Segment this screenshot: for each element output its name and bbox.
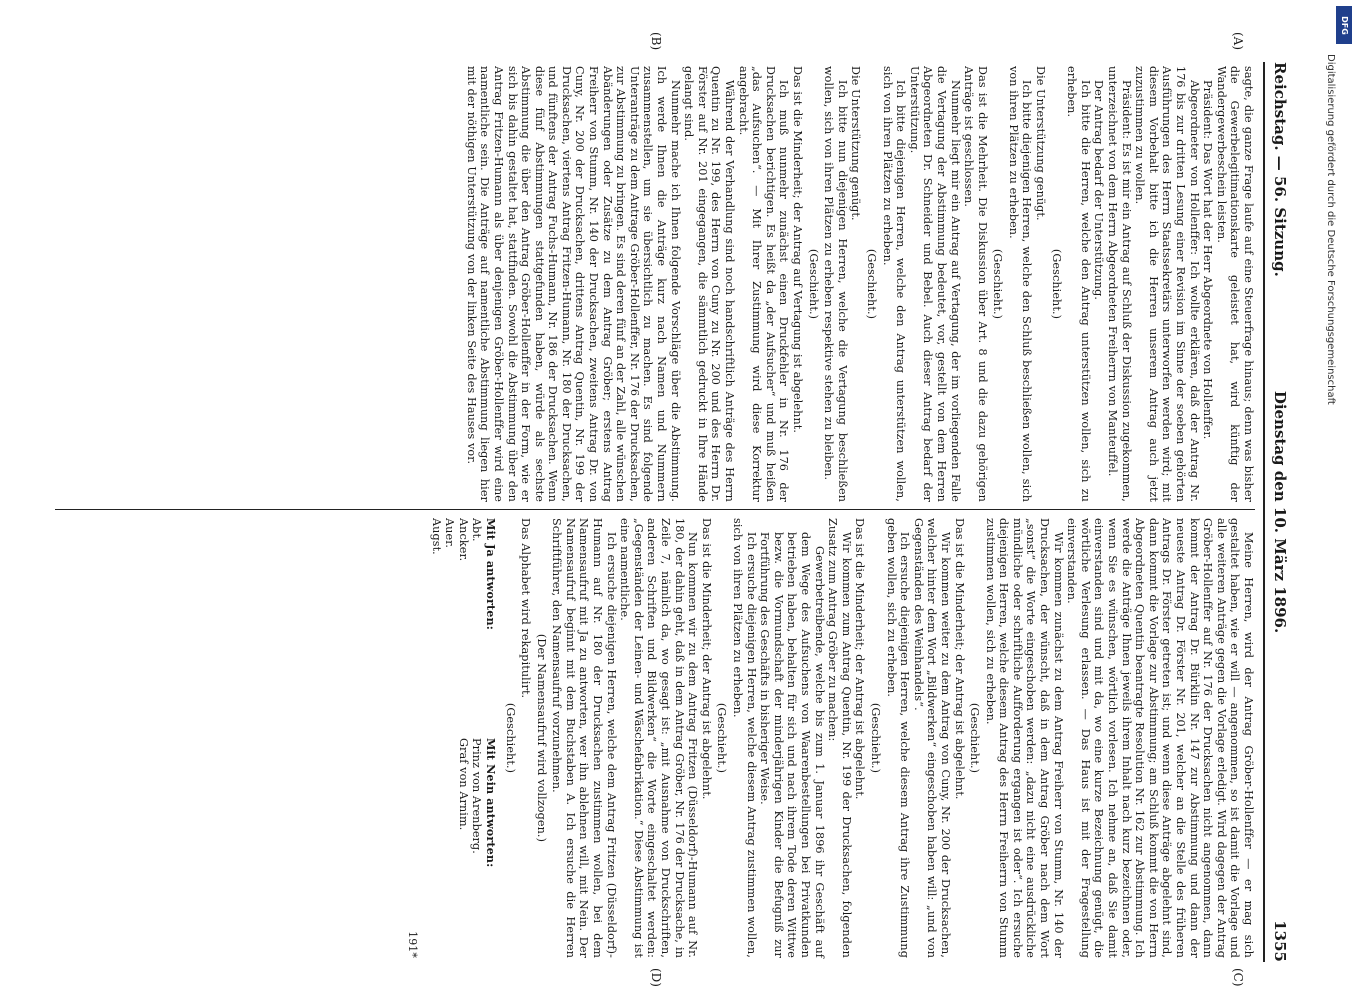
paragraph: Das ist die Minderheit; der Antrag ist abgelehnt. [952,518,966,800]
stage-direction: (Geschieht.) [991,248,1005,320]
page-header [1267,62,1289,962]
nein-list [429,738,497,958]
digitization-note [1325,54,1336,405]
stage-direction: (Geschieht.) [806,248,820,320]
paragraph: Während der Verhandlung sind noch handschriftlich Anträge des Herrn Quentin zu Nr. 199, des Herrn von Cuny zu Nr. 200 und des Herrn Dr. Förster auf Nr. 201 eingegangen, die sämmtlich gedruckt in Ihre Hände gelangt sind. [682,66,737,502]
margin-mark-d: (D) [649,968,663,987]
paragraph: Wir kommen weiter zu dem Antrag von Cuny, Nr. 200 der Drucksachen, welcher hinter dem Wort „Bildwerken“ eingeschoben haben will: „und von Gegenständen des Weinhandels“. [911,518,952,958]
paragraph: Ich bitte diejenigen Herren, welche den Schluß beschließen wollen, sich von ihren Plätzen zu erheben. [1006,66,1034,502]
nein-name: Graf von Arnim. [456,738,470,831]
paragraph: Ich bitte diejenigen Herren, welche den Antrag unterstützen wollen, sich von ihren Plätzen zu erheben. [880,66,908,502]
header-session: Reichstag. — 56. Sitzung. [1271,62,1289,277]
paragraph: Präsident: Das Wort hat der Herr Abgeordnete von Hollenffer. [1201,80,1215,440]
signature-mark: 191* [405,931,419,958]
paragraph: Der Antrag bedarf der Unterstützung. [1092,80,1106,301]
column-divider [55,509,1255,510]
paragraph: Nun kommen wir zu dem Antrag Fritzen (Düsseldorf)-Humann auf Nr. 180, der dahin geht, daß in dem Antrag Gröber, Nr. 176 der Drucksache, in Zeile 7, nämlich da, wo gesagt ist: „mit Ausnahme von Druckschriften, anderen Schriften und Bildwerken“ die Worte eingeschaltet werden: „Gegenständen der Leinen- und Wäschefabrikation.“ Diese Abstimmung ist eine namentliche. [618,518,700,958]
quoted-amendment: Gewerbetreibende, welche bis zum 1. Januar 1896 ihr Geschäft auf dem Wege des Aufsuchens von Waarenbestellungen bei Privatkunden betrieben haben, behalten für sich und nach ihrem Tode deren Wittwe bezw. die Vormundschaft der minderjährigen Kinder die Befugniß zur Fortführung des Geschäfts in bisheriger Weise. [758,532,826,958]
paragraph: Ich ersuche diejenigen Herren, welche diesem Antrag zustimmen wollen, sich von ihren Plätzen zu erheben. [731,518,758,958]
stage-direction: (Geschieht.) [864,248,878,320]
paragraph: Das ist die Minderheit; der Antrag ist abgelehnt. [699,518,713,800]
nein-heading: Mit Nein antworten: [483,738,498,868]
page-number: 1355 [1271,920,1289,962]
stage-direction: (Geschieht.) [968,702,982,774]
paragraph: Wir kommen zum Antrag Quentin, Nr. 199 der Drucksachen, folgenden Zusatz zum Antrag Gröber zu machen: [826,518,853,958]
vote-lists [429,518,497,958]
stage-direction: (Geschieht.) [1049,248,1063,320]
paragraph: Ich bitte die Herren, welche den Antrag unterstützen wollen, sich zu erheben. [1065,66,1092,502]
paragraph: Die Unterstützung genügt. [849,66,863,221]
digitization-text: Digitalisierung gefördert durch die Deutsche Forschungsgemeinschaft [1325,54,1336,405]
paragraph: Nunmehr liegt mir ein Antrag auf Vertagung, der im vorliegenden Falle die Vertagung der Abstimmung bedeutet, vor, gestellt von dem Herren Abgeordneten Dr. Schneider und Bebel. Auch dieser Antrag bedarf der Unterstützung. [907,66,962,502]
paragraph: Präsident: Es ist mir ein Antrag auf Schluß der Diskussion zugekommen, unterzeichnet von dem Herrn Abgeordneten Freiherrn von Manteuffel. [1106,66,1133,502]
dfg-logo-text: DFG [1339,15,1349,35]
header-date: Dienstag den 10. März 1896. [1271,390,1289,634]
margin-mark-a: (A) [1231,32,1245,51]
paragraph: Das Alphabet wird rekapitulirt. [519,518,533,699]
stage-direction: (Geschieht.) [715,702,729,774]
paragraph: Das ist die Minderheit; der Antrag auf Vertagung ist abgelehnt. [791,66,804,434]
paragraph: Ich ersuche diejenigen Herren, welche dem Antrag Fritzen (Düsseldorf)-Humann auf Nr. 180 der Drucksachen zustimmen wollen, bei dem Namensaufruf mit Ja zu antworten, wer ihn ablehnen will, mit Nein. Der Namensaufruf beginnt mit dem Buchstaben A. Ich ersuche die Herren Schriftführer, den Namensaufruf vorzunehmen. [550,518,618,958]
paragraph: Wir kommen zunächst zu dem Antrag Freiherr von Stumm, Nr. 140 der Drucksachen, der wünscht, daß in dem Antrag Gröber nach dem Wort „sonst“ die Worte eingeschoben werden: „dazu nicht eine ausdrückliche mündliche oder schriftliche Aufforderung ergangen ist oder“. Ich ersuche diejenigen Herren, welche diesem Antrag des Herrn Freiherrn von Stumm zustimmen wollen, sich zu erheben. [983,518,1065,958]
ja-name: Ancker. [456,518,470,562]
dfg-logo [1336,6,1352,44]
ja-name: Abt. [470,518,484,542]
paragraph: Abgeordneter von Hollenffer: Ich wollte erklären, daß der Antrag Nr. 176 bis zur dritten Lesung einer Revision im Sinne der soeben gehörten Ausführungen des Herrn Staatssekretärs unterworfen werden wird; mit diesem Vorbehalt bitte ich die Herren unserem Antrag auch jetzt zuzustimmen zu wollen. [1133,66,1201,502]
ja-name: Auer. [443,518,457,549]
ja-name: Augst. [429,518,443,555]
paragraph: Das ist die Mehrheit. Die Diskussion über Art. 8 und die dazu gehörigen Anträge ist geschlossen. [962,66,989,502]
paragraph: Nunmehr mache ich Ihnen folgende Vorschläge über die Abstimmung. Ich werde Ihnen die Anträge kurz nach Namen und Nummern zusammenstellen, um sie übersichtlich zu machen. Es sind folgende Unteranträge zu dem Antrage Gröber-Hollenffer, Nr. 176 der Drucksachen, zur Abstimmung zu bringen. Es sind deren fünf an der Zahl, alle wünschen Abänderungen oder Zusätze zu dem Antrag Gröber; erstens Antrag Freiherr von Stumm, Nr. 140 der Drucksachen, zweitens Antrag Dr. von Cuny, Nr. 200 der Drucksachen, drittens Antrag Quentin, Nr. 199 der Drucksachen, viertens Antrag Fritzen-Humann, Nr. 180 der Drucksachen, und fünftens der Antrag Fuchs-Humann, Nr. 186 der Drucksachen. Wenn diese fünf Abstimmungen stattgefunden haben, würde als sechste Abstimmung die über den Antrag Gröber-Hollenffer in der Form, wie er sich bis dahin gestaltet hat, stattfinden. Sowohl die Abstimmung über den Antrag Fritzen-Humann als über denjenigen Gröber-Hollenffer wird eine namentliche sein. Die Anträge auf namentliche Abstimmung liegen hier mit der nöthigen Unterstützung von der linken Seite des Hauses vor. [464,66,682,502]
paragraph: sagte, die ganze Frage laufe auf eine Steuerfrage hinaus; denn was bisher die Gewerbelegitimationskarte geleistet hat, wird künftig der Wandergewerbeschein leisten. [1214,66,1255,502]
margin-mark-b: (B) [649,32,663,51]
ja-heading: Mit Ja antworten: [483,518,498,630]
ja-list [429,518,497,738]
paragraph: Ich muß nunmehr zunächst einen Druckfehler in Nr. 176 der Drucksachen berichtigen. Es heißt da „der Aufsucher“ und muß heißen „das Aufsuchen“. — Mit Ihrer Zustimmung wird diese Korrektur angebracht. [736,66,791,502]
left-column [25,66,1255,502]
nein-name: Prinz von Arenberg. [470,738,484,854]
stage-direction: (Geschieht.) [503,702,517,774]
paragraph: Meine Herren, wird der Antrag Gröber-Hollenffer — er mag sich gestaltet haben, wie er will — angenommen, so ist damit die Vorlage und alle weiteren Anträge gegen die Vorlage erledigt. Wird dagegen der Antrag Gröber-Hollenffer auf Nr. 176 der Drucksachen nicht angenommen, dann kommt der Antrag Dr. Bürklin Nr. 147 zur Abstimmung und dann der neueste Antrag Dr. Förster Nr. 201, welcher an die Stelle des früheren Antrags Dr. Förster getreten ist; und wenn diese Anträge abgelehnt sind, dann kommt die Vorlage zur Abstimmung; am Schluß kommt die von Herrn Abgeordneten Quentin beantragte Resolution Nr. 162 zur Abstimmung. Ich werde die Anträge Ihnen jeweils ihrem Inhalt nach kurz bezeichnen oder, wenn Sie es wünschen, wörtlich vorlesen. Ich nehme an, daß Sie damit einverstanden sind und mit da, wo eine kurze Bezeichnung genügt, die wörtliche Verlesung erlassen. — Das Haus ist mit der Fragestellung einverstanden. [1065,518,1255,958]
right-column [25,518,1255,958]
paragraph: Ich bitte nun diejenigen Herren, welche die Vertagung beschließen wollen, sich von ihren Plätzen zu erheben respektive stehen zu bleiben. [822,66,849,502]
header-rule [1263,62,1265,962]
stage-direction: (Der Namensaufruf wird vollzogen.) [534,633,548,843]
margin-mark-c: (C) [1231,968,1245,987]
paragraph: Die Unterstützung genügt. [1034,66,1048,221]
paragraph: Das ist die Minderheit; der Antrag ist abgelehnt. [853,518,867,800]
paragraph: Ich ersuche diejenigen Herren, welche diesem Antrag ihre Zustimmung geben wollen, sich zu erheben. [884,518,912,958]
stage-direction: (Geschieht.) [868,702,882,774]
